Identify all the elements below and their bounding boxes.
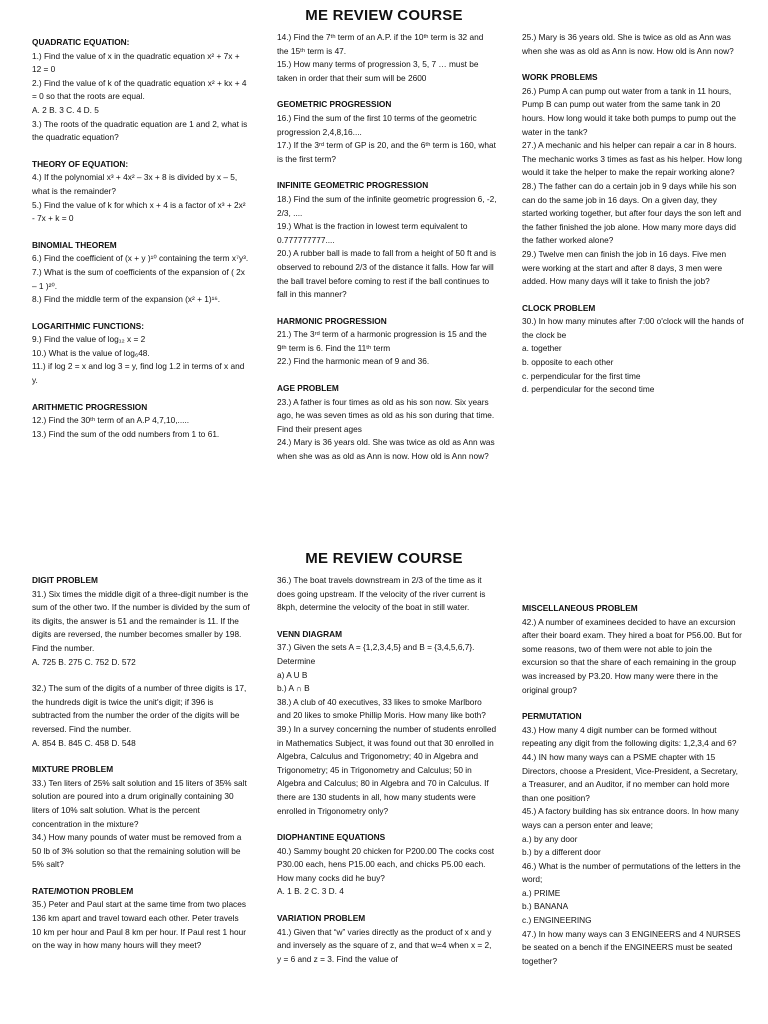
section-heading: DIOPHANTINE EQUATIONS — [277, 832, 386, 843]
problem-item: d. perpendicular for the second time — [522, 384, 655, 395]
section-heading: THEORY OF EQUATION: — [32, 158, 129, 169]
problem-item: 47.) In how many ways can 3 ENGINEERS and 4 NURSES be seated on a bench if the ENGINEERS must be seated together? — [522, 928, 741, 966]
problem-section — [277, 574, 497, 615]
problem-item: 23.) A father is four times as old as his son now. Six years ago, he was seven times as old as his son during that time. Find their present ages — [277, 396, 495, 434]
problem-item: 8.) Find the middle term of the expansion (x² + 1)¹⁶. — [32, 294, 221, 305]
problem-section — [277, 912, 497, 966]
problem-item: 6.) Find the coefficient of (x + y )¹⁰ containing the term x⁷y³. — [32, 253, 249, 264]
problem-item: A. 2 B. 3 C. 4 D. 5 — [32, 104, 99, 115]
problem-section — [32, 682, 250, 750]
problem-item: 2.) Find the value of k of the quadratic equation x² + kx + 4 = 0 so that the roots are equal. — [32, 77, 247, 102]
section-heading: GEOMETRIC PROGRESSION — [277, 99, 392, 110]
problem-item: 10.) What is the value of log₆48. — [32, 347, 150, 358]
problem-section — [522, 710, 744, 968]
problem-item: 22.) Find the harmonic mean of 9 and 36. — [277, 356, 430, 367]
problem-item: 44.) IN how many ways can a PSME chapter with 15 Directors, choose a President, Vice-President, a Secretary, a Treasurer, and an Auditor, if no member can hold more than one position? — [522, 751, 738, 803]
column-3 — [522, 31, 744, 410]
section-heading: LOGARITHMIC FUNCTIONS: — [32, 320, 144, 331]
problem-section — [277, 831, 497, 899]
problem-item: 17.) If the 3ʳᵈ term of GP is 20, and the 6ᵗʰ term is 160, what is the first term? — [277, 140, 496, 164]
problem-item: 36.) The boat travels downstream in 2/3 of the time as it does going upstream. If the velocity of the river current is 8kph, determine the velocity of the boat in still water. — [277, 575, 486, 613]
problem-item: 20.) A rubber ball is made to fall from a height of 50 ft and is observed to rebound 2/3 of the distance it falls. How far will the ball travel before coming to rest if the ball continues to fall in this manner? — [277, 248, 497, 300]
problem-section — [522, 71, 744, 289]
problem-item: A. 725 B. 275 C. 752 D. 572 — [32, 656, 136, 667]
column-1 — [32, 574, 250, 966]
problem-item: 39.) In a survey concerning the number of students enrolled in Mathematics Subject, it was found out that 30 enrolled in Algebra, Calculus and Trigonometry; 40 in Algebra and Trigonometry; 45 in Trigonometry and Calculus; 50 in Algebra and Calculus; 80 in Algebra and 70 in Calculus. If there are 130 students in all, how many students were enrolled in Trigonometry only? — [277, 723, 497, 816]
section-heading: WORK PROBLEMS — [522, 72, 598, 83]
problem-item: 46.) What is the number of permutations of the letters in the word; — [522, 860, 741, 885]
problem-item: a.) by any door — [522, 833, 578, 844]
problem-section — [277, 98, 497, 166]
page-title: ME REVIEW COURSE — [305, 550, 463, 567]
problem-item: 42.) A number of examinees decided to have an excursion after their board exam. They hired a boat for P56.00. But for some reasons, two of them were not able to join the excursion so that the share of each remaining in the group was increased by P3.20. How many were there in the original group? — [522, 616, 742, 695]
problem-item: 14.) Find the 7ᵗʰ term of an A.P. if the 10ᵗʰ term is 32 and the 15ᵗʰ term is 47. — [277, 32, 484, 56]
problem-item: 41.) Given that “w” varies directly as the product of x and y and inversely as the square of z, and that w=4 when x = 2, y = 6 and z = 3. Find the value of — [277, 926, 492, 964]
problem-item: 15.) How many terms of progression 3, 5, 7 … must be taken in order that their sum will be 2600 — [277, 59, 479, 83]
problem-item: b. opposite to each other — [522, 357, 614, 368]
problem-item: 33.) Ten liters of 25% salt solution and 15 liters of 35% salt solution are poured into a drum originally containing 30 liters of 10% salt solution. What is the percent concentration in the mixture? — [32, 777, 247, 829]
section-heading: MIXTURE PROBLEM — [32, 764, 114, 775]
problem-section — [32, 158, 250, 226]
problem-section — [32, 239, 250, 307]
section-heading: RATE/MOTION PROBLEM — [32, 885, 134, 896]
problem-section — [522, 31, 744, 58]
column-2 — [277, 574, 497, 979]
problem-item: a. together — [522, 343, 562, 354]
problem-item: 19.) What is the fraction in lowest term equivalent to 0.777777777.... — [277, 221, 468, 245]
section-heading: DIGIT PROBLEM — [32, 575, 98, 585]
problem-item: 45.) A factory building has six entrance doors. In how many ways can a person enter and leave; — [522, 806, 739, 830]
problem-item: 31.) Six times the middle digit of a three-digit number is the sum of the other two. If the number is divided by the sum of its digits, the answer is 51 and the remainder is 11. If the digits are reversed, the number becomes smaller by 198. Find the number. — [32, 588, 250, 653]
column-2 — [277, 31, 497, 477]
problem-item: 32.) The sum of the digits of a number of three digits is 17, the hundreds digit is twice the unit's digit; if 396 is subtracted from the number the order of the digits will be reversed. Find the number. — [32, 683, 247, 734]
section-heading: BINOMIAL THEOREM — [32, 239, 117, 250]
problem-item: b.) A ∩ B — [277, 683, 310, 694]
problem-item: A. 854 B. 845 C. 458 D. 548 — [32, 737, 136, 748]
section-heading: PERMUTATION — [522, 711, 582, 722]
section-heading: HARMONIC PROGRESSION — [277, 315, 387, 326]
problem-item: a.) PRIME — [522, 887, 561, 898]
problem-item: 27.) A mechanic and his helper can repair a car in 8 hours. The mechanic works 3 times as fast as his helper. How long would it take the helper to make the repair working alone? — [522, 140, 742, 178]
problem-item: 3.) The roots of the quadratic equation are 1 and 2, what is the quadratic equation? — [32, 118, 248, 143]
problem-item: 29.) Twelve men can finish the job in 16 days. Five men were working at the start and after 8 days, 3 men were added. How many days will it take to finish the job? — [522, 248, 727, 287]
problem-item: 13.) Find the sum of the odd numbers from 1 to 61. — [32, 428, 220, 439]
problem-section — [32, 36, 250, 145]
problem-section — [277, 628, 497, 818]
problem-item: 18.) Find the sum of the infinite geometric progression 6, -2, 2/3, .... — [277, 193, 497, 218]
problem-section — [32, 401, 250, 442]
problem-section — [522, 602, 744, 697]
problem-item: 26.) Pump A can pump out water from a tank in 11 hours, Pump B can pump out water from the same tank in 20 hours. How long would it take both pumps to pump out the water in the tank? — [522, 85, 737, 137]
section-heading: QUADRATIC EQUATION: — [32, 37, 130, 47]
problem-item: c.) ENGINEERING — [522, 915, 592, 926]
section-heading: MISCELLANEOUS PROBLEM — [522, 603, 638, 613]
problem-item: 11.) if log 2 = x and log 3 = y, find log 1.2 in terms of x and y. — [32, 361, 245, 386]
page-title: ME REVIEW COURSE — [305, 7, 463, 24]
problem-item: 5.) Find the value of k for which x + 4 is a factor of x³ + 2x² - 7x + k = 0 — [32, 199, 246, 224]
section-heading: VENN DIAGRAM — [277, 628, 342, 639]
problem-item: 40.) Sammy bought 20 chicken for P200.00 The cocks cost P30.00 each, hens P15.00 each, and chicks P5.00 each. How many cocks did he buy? — [277, 845, 495, 883]
problem-section — [277, 315, 497, 369]
problem-section — [277, 382, 497, 464]
problem-item: b.) BANANA — [522, 901, 569, 912]
problem-item: 1.) Find the value of x in the quadratic equation x² + 7x + 12 = 0 — [32, 50, 240, 75]
problem-item: 28.) The father can do a certain job in 9 days while his son can do the same job in 16 days. On a given day, they started working together, but after four days the son left and the father finished the job alone. How many more days did the father worked alone? — [522, 180, 742, 246]
problem-section — [32, 574, 250, 669]
problem-item: 9.) Find the value of log₁₂ x = 2 — [32, 334, 146, 345]
problem-section — [32, 763, 250, 872]
problem-section — [277, 31, 497, 85]
problem-item: a) A U B — [277, 669, 308, 680]
problem-item: 24.) Mary is 36 years old. She was twice as old as Ann was when she was as old as Ann is now. How old is Ann now? — [277, 437, 495, 462]
problem-item: b.) by a different door — [522, 847, 601, 858]
problem-item: 7.) What is the sum of coefficients of the expansion of ( 2x – 1 )²⁰. — [32, 266, 245, 291]
problem-item: 21.) The 3ʳᵈ term of a harmonic progression is 15 and the 9ᵗʰ term is 6. Find the 11ᵗʰ term — [277, 329, 487, 353]
section-heading: ARITHMETIC PROGRESSION — [32, 401, 148, 412]
problem-item: 25.) Mary is 36 years old. She is twice as old as Ann was when she was as old as Ann is now. How old is Ann now? — [522, 32, 734, 56]
section-heading: INFINITE GEOMETRIC PROGRESSION — [277, 180, 429, 191]
section-heading: VARIATION PROBLEM — [277, 913, 366, 924]
section-heading: AGE PROBLEM — [277, 383, 339, 394]
problem-item: 43.) How many 4 digit number can be formed without repeating any digit from the following digits: 1,2,3,4 and 6? — [522, 724, 737, 749]
problem-item: A. 1 B. 2 C. 3 D. 4 — [277, 886, 344, 897]
problem-item: 16.) Find the sum of the first 10 terms of the geometric progression 2,4,8,16.... — [277, 112, 477, 137]
problem-item: 38.) A club of 40 executives, 33 likes to smoke Marlboro and 20 likes to smoke Phillip Moris. How many like both? — [277, 696, 486, 721]
column-3 — [522, 602, 744, 981]
problem-item: 12.) Find the 30ᵗʰ term of an A.P 4,7,10,..... — [32, 415, 190, 426]
review-page-2 — [0, 543, 768, 1024]
problem-section — [522, 302, 744, 397]
problem-item: 37.) Given the sets A = {1,2,3,4,5} and B = {3,4,5,6,7}. Determine — [277, 642, 475, 666]
problem-item: 4.) If the polynomial x³ + 4x² – 3x + 8 is divided by x – 5, what is the remainder? — [32, 172, 238, 196]
problem-section — [277, 179, 497, 301]
problem-item: 34.) How many pounds of water must be removed from a 50 lb of 3% solution so that the remaining solution will be 5% salt? — [32, 832, 242, 870]
problem-section — [32, 885, 250, 953]
problem-section — [32, 320, 250, 388]
problem-item: c. perpendicular for the first time — [522, 370, 641, 381]
column-1 — [32, 36, 250, 454]
section-heading: CLOCK PROBLEM — [522, 302, 596, 313]
problem-item: 30.) In how many minutes after 7:00 o'clock will the hands of the clock be — [522, 316, 744, 340]
problem-item: 35.) Peter and Paul start at the same time from two places 136 km apart and travel toward each other. Peter travels 10 km per hour and Paul 8 km per hour. If Paul rest 1 hour on the way in how many hours will they meet? — [32, 899, 246, 951]
